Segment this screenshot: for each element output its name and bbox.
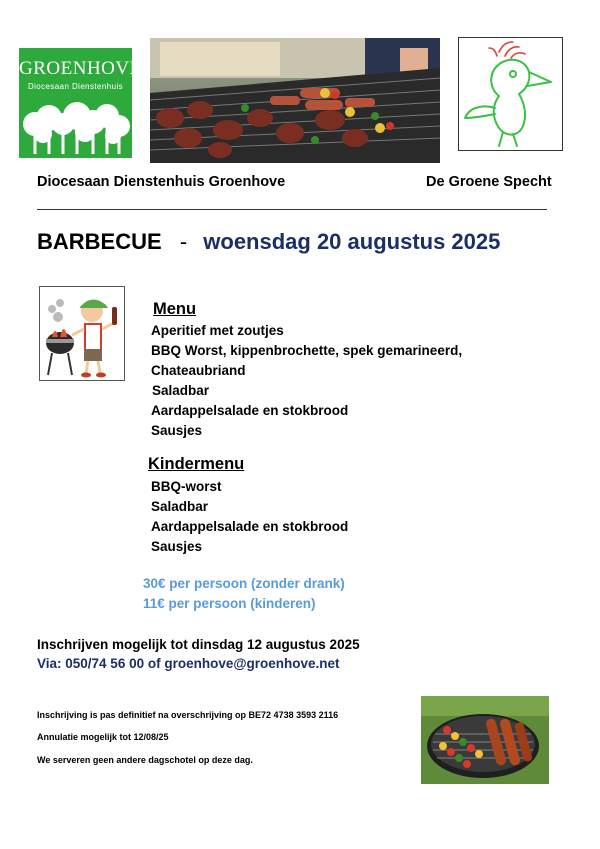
woodpecker-logo — [458, 37, 563, 151]
divider — [37, 209, 547, 210]
cancellation-note: Annulatie mogelijk tot 12/08/25 — [37, 732, 169, 742]
organisation-name: Diocesaan Dienstenhuis Groenhove — [37, 174, 286, 190]
payment-note: Inschrijving is pas definitief na overschrijving op BE72 4738 3593 2116 — [37, 710, 339, 720]
menu-heading: Menu — [153, 300, 197, 318]
adult-price: 30€ per persoon (zonder drank) — [143, 576, 345, 591]
logo-subtitle: Diocesaan Dienstenhuis — [27, 82, 124, 91]
skewers-photo — [421, 696, 549, 784]
kids-menu-item: BBQ-worst — [151, 479, 222, 494]
registration-deadline: Inschrijven mogelijk tot dinsdag 12 augustus 2025 — [37, 637, 360, 652]
chef-illustration — [39, 286, 125, 381]
partner-name: De Groene Specht — [426, 174, 552, 190]
trees-icon — [19, 94, 132, 158]
menu-item: Sausjes — [151, 423, 203, 438]
event-title — [37, 229, 500, 255]
chef-icon — [40, 287, 124, 380]
title-separator: - — [179, 229, 188, 254]
menu-item: Aperitief met zoutjes — [151, 323, 284, 338]
event-name: BARBECUE — [37, 229, 162, 254]
menu-item: Saladbar — [152, 383, 210, 398]
event-date: woensdag 20 augustus 2025 — [203, 229, 501, 254]
dish-note: We serveren geen andere dagschotel op deze dag. — [37, 755, 253, 765]
kids-menu-item: Sausjes — [151, 539, 203, 554]
menu-item: Aardappelsalade en stokbrood — [151, 403, 349, 418]
kids-menu-heading: Kindermenu — [148, 455, 245, 473]
registration-contact: Via: 050/74 56 00 of groenhove@groenhove.net — [37, 656, 340, 671]
groenhove-logo — [19, 48, 142, 158]
logo-title: GROENHOVE — [19, 58, 142, 79]
woodpecker-icon — [459, 38, 562, 150]
kids-menu-item: Aardappelsalade en stokbrood — [151, 519, 349, 534]
menu-item: Chateaubriand — [151, 363, 246, 378]
grill-photo — [150, 38, 440, 163]
menu-item: BBQ Worst, kippenbrochette, spek gemarineerd, — [151, 343, 463, 358]
child-price: 11€ per persoon (kinderen) — [143, 596, 316, 611]
kids-menu-item: Saladbar — [151, 499, 209, 514]
